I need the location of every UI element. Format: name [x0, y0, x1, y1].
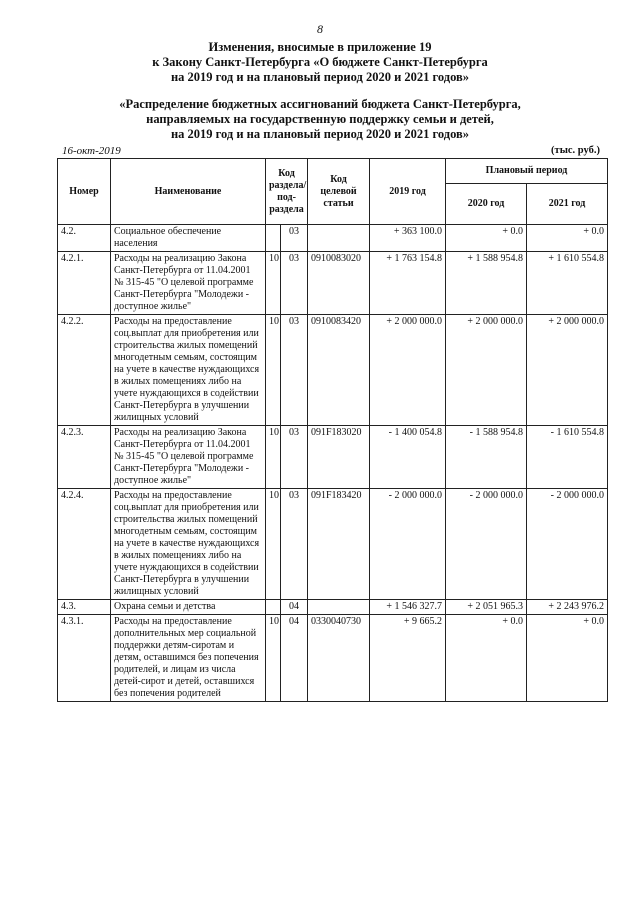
row-subrazdel: 03: [281, 489, 308, 600]
row-name: Социальное обеспечение населения: [111, 225, 266, 252]
table-row: [58, 315, 608, 426]
header-number: Номер: [58, 159, 111, 225]
subtitle-line: направляемых на государственную поддержку семьи и детей,: [146, 112, 494, 126]
table-row: [58, 489, 608, 600]
row-2019: + 9 665.2: [370, 615, 446, 702]
row-2019: - 2 000 000.0: [370, 489, 446, 600]
document-subtitle: [60, 97, 580, 142]
row-cs: 091F183420: [308, 489, 370, 600]
row-name: Расходы на предоставление дополнительных мер социальной поддержки детям-сиротам и детям, оставшимся без попечения родителей, и лицам из числа детей-сирот и детей, оставшихся без попечения родителей: [111, 615, 266, 702]
row-razdel: 10: [266, 615, 281, 702]
table-row: [58, 615, 608, 702]
row-cs: 0910083420: [308, 315, 370, 426]
row-razdel: 10: [266, 252, 281, 315]
row-subrazdel: 04: [281, 615, 308, 702]
row-2020: - 1 588 954.8: [446, 426, 527, 489]
subtitle-line: на 2019 год и на плановый период 2020 и 2021 годов»: [170, 127, 470, 141]
table-row: [58, 426, 608, 489]
row-2020: - 2 000 000.0: [446, 489, 527, 600]
table-header-row: [58, 159, 608, 184]
row-number: 4.3.: [58, 600, 111, 615]
row-razdel: [266, 225, 281, 252]
header-cs: Код целевой статьи: [308, 159, 370, 225]
row-razdel: 10: [266, 315, 281, 426]
row-cs: 091F183020: [308, 426, 370, 489]
budget-table: [57, 158, 608, 702]
row-name: Расходы на предоставление соц.выплат для приобретения или строительства жилых помещений многодетным семьям, состоящим на учете в качестве нуждающихся в жилых помещениях либо на учете нуждающихся в содействии Санкт-Петербурга в улучшении жилищных условий: [111, 315, 266, 426]
row-2020: + 2 000 000.0: [446, 315, 527, 426]
row-2019: + 2 000 000.0: [370, 315, 446, 426]
row-2019: + 1 546 327.7: [370, 600, 446, 615]
header-name: Наименование: [111, 159, 266, 225]
row-number: 4.3.1.: [58, 615, 111, 702]
header-2020: 2020 год: [446, 184, 527, 225]
row-2021: + 2 000 000.0: [527, 315, 608, 426]
row-2020: + 0.0: [446, 615, 527, 702]
row-subrazdel: 03: [281, 225, 308, 252]
row-name: Расходы на предоставление соц.выплат для приобретения или строительства жилых помещений многодетным семьям, состоящим на учете в качестве нуждающихся в жилых помещениях либо на учете нуждающихся в содействии Санкт-Петербурга в улучшении жилищных условий: [111, 489, 266, 600]
header-2019: 2019 год: [370, 159, 446, 225]
row-cs: [308, 600, 370, 615]
subtitle-line: «Распределение бюджетных ассигнований бюджета Санкт-Петербурга,: [119, 97, 521, 111]
row-2019: + 363 100.0: [370, 225, 446, 252]
row-subrazdel: 03: [281, 426, 308, 489]
title-line: к Закону Санкт-Петербурга «О бюджете Санкт-Петербурга: [152, 55, 488, 69]
header-planned: Плановый период: [446, 159, 608, 184]
row-number: 4.2.4.: [58, 489, 111, 600]
document-date: 16-окт-2019: [62, 145, 121, 157]
units-label: (тыс. руб.): [551, 145, 600, 156]
row-razdel: [266, 600, 281, 615]
row-2019: - 1 400 054.8: [370, 426, 446, 489]
page-number: 8: [317, 22, 323, 36]
row-number: 4.2.3.: [58, 426, 111, 489]
row-subrazdel: 03: [281, 252, 308, 315]
row-number: 4.2.: [58, 225, 111, 252]
row-razdel: 10: [266, 426, 281, 489]
row-2021: + 2 243 976.2: [527, 600, 608, 615]
row-razdel: 10: [266, 489, 281, 600]
row-2019: + 1 763 154.8: [370, 252, 446, 315]
row-2020: + 1 588 954.8: [446, 252, 527, 315]
table-row: [58, 600, 608, 615]
row-2021: - 1 610 554.8: [527, 426, 608, 489]
row-cs: 0910083020: [308, 252, 370, 315]
row-2021: + 0.0: [527, 225, 608, 252]
row-2020: + 2 051 965.3: [446, 600, 527, 615]
row-2020: + 0.0: [446, 225, 527, 252]
row-name: Охрана семьи и детства: [111, 600, 266, 615]
row-2021: + 0.0: [527, 615, 608, 702]
title-line: на 2019 год и на плановый период 2020 и 2021 годов»: [170, 70, 470, 84]
row-2021: - 2 000 000.0: [527, 489, 608, 600]
row-subrazdel: 03: [281, 315, 308, 426]
row-name: Расходы на реализацию Закона Санкт-Петербурга от 11.04.2001 № 315-45 "О целевой программе Санкт-Петербурга "Молодежи - доступное жилье": [111, 426, 266, 489]
table-row: [58, 225, 608, 252]
title-line: Изменения, вносимые в приложение 19: [208, 40, 432, 54]
document-title: [60, 40, 580, 85]
header-razdel: Код раздела/ под-раздела: [266, 159, 308, 225]
row-2021: + 1 610 554.8: [527, 252, 608, 315]
row-number: 4.2.2.: [58, 315, 111, 426]
row-cs: [308, 225, 370, 252]
header-2021: 2021 год: [527, 184, 608, 225]
table-row: [58, 252, 608, 315]
row-name: Расходы на реализацию Закона Санкт-Петербурга от 11.04.2001 № 315-45 "О целевой программе Санкт-Петербурга "Молодежи - доступное жилье": [111, 252, 266, 315]
row-subrazdel: 04: [281, 600, 308, 615]
row-cs: 0330040730: [308, 615, 370, 702]
row-number: 4.2.1.: [58, 252, 111, 315]
